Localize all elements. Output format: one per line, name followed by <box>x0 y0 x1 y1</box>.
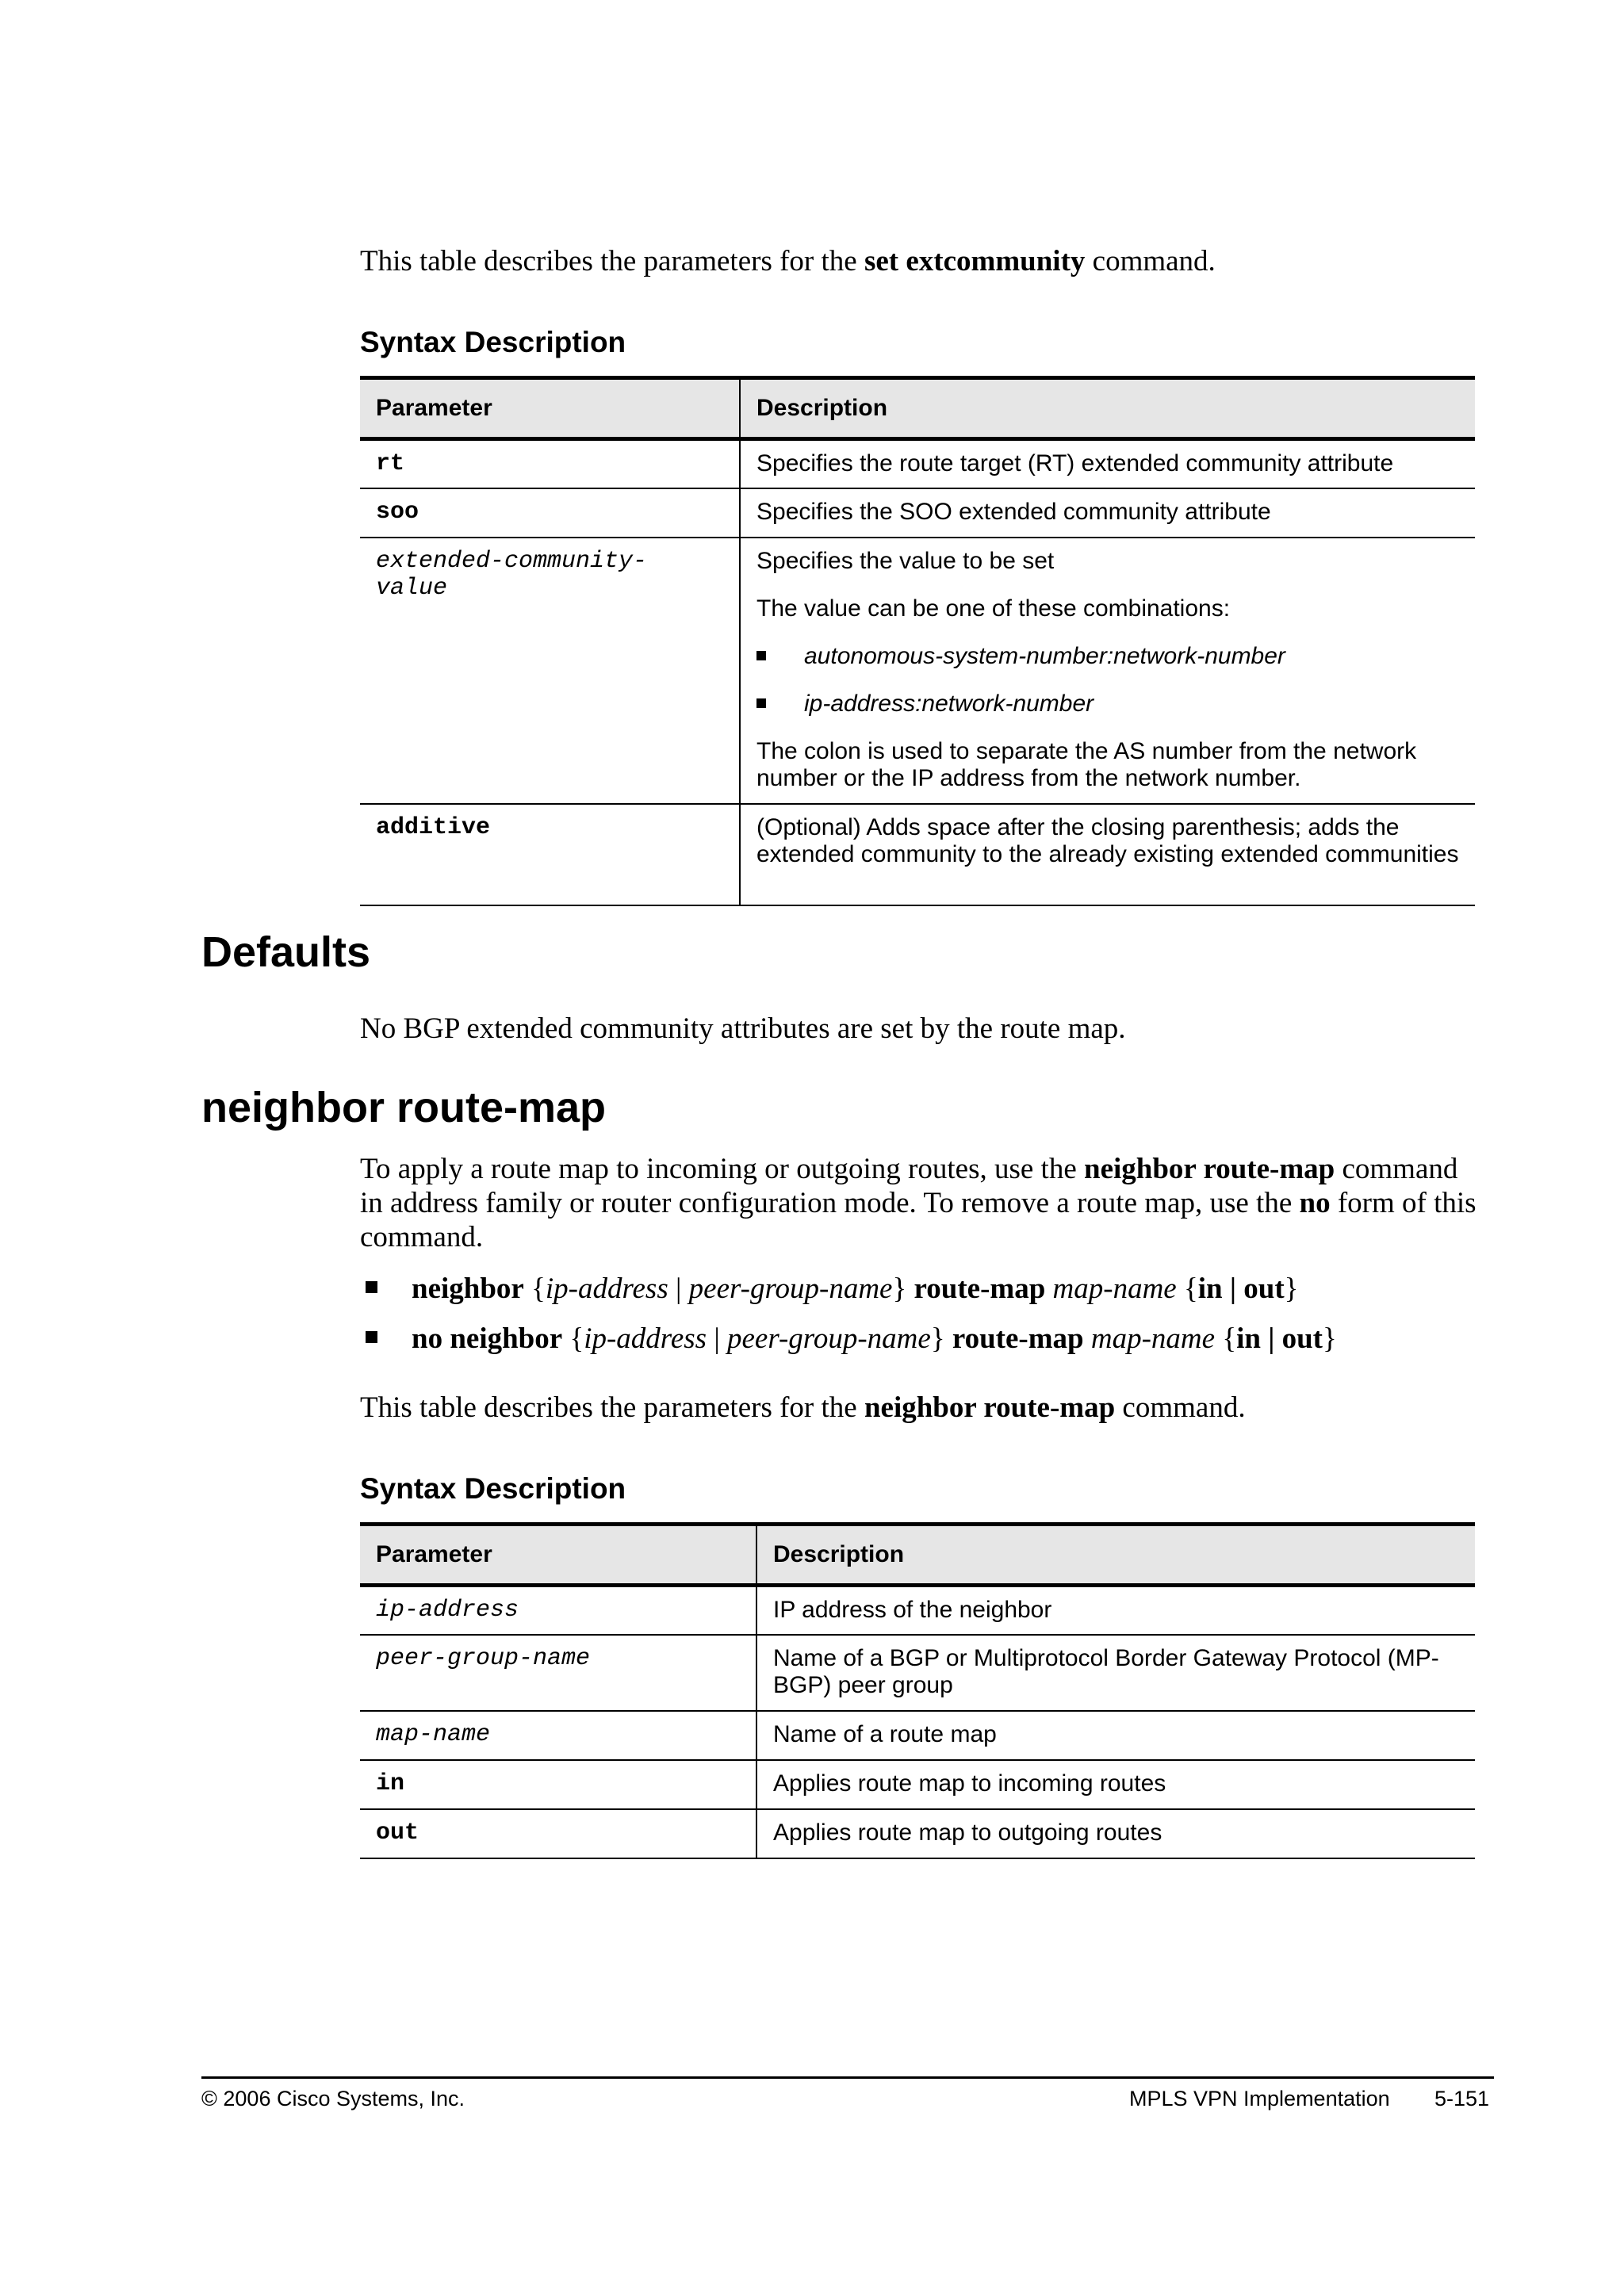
param-cell: rt <box>360 439 740 488</box>
syntax-text <box>412 1272 1298 1306</box>
defaults-heading: Defaults <box>201 928 371 976</box>
neighbor-intro-paragraph <box>360 1152 1486 1254</box>
intro-text: To apply a route map to incoming or outgoing routes, use the <box>360 1153 1084 1185</box>
syntax-keyword: in <box>1236 1322 1261 1355</box>
param-cell: map-name <box>360 1711 756 1760</box>
footer-divider <box>201 2076 1494 2079</box>
syntax-description-heading: Syntax Description <box>360 326 626 358</box>
bullet-text: ip-address:network-number <box>804 690 1094 717</box>
desc-paragraph: Specifies the value to be set <box>756 547 1055 574</box>
intro-no-keyword: no <box>1299 1187 1331 1219</box>
param-cell: additive <box>360 804 740 905</box>
desc-paragraph: The value can be one of these combinations: <box>756 595 1231 622</box>
syntax-table-neighbor-route-map <box>360 1522 1475 1859</box>
bullet-text: autonomous-system-number:network-number <box>804 642 1285 669</box>
param-cell: ip-address <box>360 1586 756 1635</box>
table-row <box>360 538 1475 804</box>
syntax-keyword: route-map <box>914 1272 1046 1305</box>
syntax-keyword: out <box>1243 1272 1285 1305</box>
desc-paragraph: The colon is used to separate the AS number from the network number or the IP address from the network number. <box>756 737 1417 791</box>
intro-text: This table describes the parameters for the <box>360 1391 864 1424</box>
desc-cell: Applies route map to outgoing routes <box>756 1809 1475 1858</box>
table-header-row <box>360 378 1475 439</box>
param-line: extended-community- <box>376 547 648 575</box>
syntax-keyword: in <box>1197 1272 1223 1305</box>
syntax-keyword: route-map <box>952 1322 1084 1355</box>
syntax-punct: } <box>930 1322 952 1355</box>
intro-command: neighbor route-map <box>1084 1153 1335 1185</box>
defaults-text: No BGP extended community attributes are set by the route map. <box>360 1012 1126 1045</box>
syntax-arg: map-name <box>1090 1322 1216 1355</box>
syntax-arg: ip-address <box>584 1322 707 1355</box>
table-row <box>360 1809 1475 1858</box>
desc-cell: Name of a route map <box>756 1711 1475 1760</box>
desc-cell: Name of a BGP or Multiprotocol Border Gateway Protocol (MP-BGP) peer group <box>756 1635 1475 1711</box>
syntax-punct: } <box>1323 1322 1337 1355</box>
desc-cell: (Optional) Adds space after the closing parenthesis; adds the extended community to the already existing extended communities <box>740 804 1475 905</box>
syntax-keyword: out <box>1281 1322 1323 1355</box>
footer-page-number: 5-151 <box>1434 2087 1490 2110</box>
syntax-arg: map-name <box>1052 1272 1177 1305</box>
square-bullet-icon <box>366 1281 377 1293</box>
syntax-arg: peer-group-name <box>726 1322 931 1355</box>
desc-bullet <box>756 691 1459 718</box>
column-header-parameter: Parameter <box>360 1525 756 1586</box>
square-bullet-icon <box>366 1331 377 1343</box>
syntax-punct: | <box>668 1272 689 1305</box>
syntax-punct: } <box>1284 1272 1299 1305</box>
syntax-description-heading: Syntax Description <box>360 1472 626 1505</box>
table-header-row <box>360 1525 1475 1586</box>
intro-paragraph <box>360 244 1216 278</box>
param-cell: out <box>360 1809 756 1858</box>
syntax-punct: { <box>1176 1272 1198 1305</box>
param-cell: in <box>360 1760 756 1809</box>
syntax-arg: ip-address <box>545 1272 668 1305</box>
syntax-table-extcommunity <box>360 376 1475 906</box>
syntax-arg: peer-group-name <box>688 1272 893 1305</box>
intro-command: neighbor route-map <box>864 1391 1116 1424</box>
param-cell: soo <box>360 488 740 538</box>
column-header-description: Description <box>740 378 1475 439</box>
syntax-punct <box>1045 1272 1052 1305</box>
table-row <box>360 1711 1475 1760</box>
desc-cell: Applies route map to incoming routes <box>756 1760 1475 1809</box>
syntax-punct <box>1084 1322 1091 1355</box>
intro-text: This table describes the parameters for the <box>360 245 864 277</box>
desc-bullet <box>756 643 1459 670</box>
syntax-punct: | <box>1260 1322 1282 1355</box>
table-row <box>360 1635 1475 1711</box>
syntax-punct: | <box>707 1322 727 1355</box>
param-cell <box>360 538 740 804</box>
syntax-keyword: no neighbor <box>412 1322 563 1355</box>
column-header-parameter: Parameter <box>360 378 740 439</box>
command-syntax-line <box>366 1322 1337 1356</box>
intro-text: form of this command. <box>360 1187 1477 1253</box>
syntax-punct: } <box>892 1272 914 1305</box>
command-syntax-line <box>366 1272 1298 1306</box>
desc-cell: Specifies the SOO extended community attribute <box>740 488 1475 538</box>
intro-text-end: command. <box>1085 245 1216 277</box>
syntax-punct: { <box>523 1272 546 1305</box>
desc-cell <box>740 538 1475 804</box>
syntax-punct: { <box>562 1322 584 1355</box>
neighbor-table-intro <box>360 1391 1246 1425</box>
syntax-punct: { <box>1215 1322 1237 1355</box>
table-row <box>360 1586 1475 1635</box>
table-row <box>360 1760 1475 1809</box>
table-row <box>360 439 1475 488</box>
footer-copyright: © 2006 Cisco Systems, Inc. <box>201 2087 465 2110</box>
table-row <box>360 804 1475 905</box>
column-header-description: Description <box>756 1525 1475 1586</box>
square-bullet-icon <box>756 698 766 708</box>
param-line: value <box>376 574 448 602</box>
intro-text-end: command. <box>1115 1391 1246 1424</box>
neighbor-route-map-heading: neighbor route-map <box>201 1084 606 1131</box>
param-cell: peer-group-name <box>360 1635 756 1711</box>
syntax-keyword: neighbor <box>412 1272 524 1305</box>
syntax-punct: | <box>1222 1272 1244 1305</box>
table-row <box>360 488 1475 538</box>
desc-cell: IP address of the neighbor <box>756 1586 1475 1635</box>
desc-cell: Specifies the route target (RT) extended community attribute <box>740 439 1475 488</box>
intro-text: command in address family or router configuration mode. To remove a route map, use the <box>360 1153 1458 1219</box>
footer-document-title: MPLS VPN Implementation <box>1129 2087 1390 2110</box>
intro-command: set extcommunity <box>864 245 1086 277</box>
syntax-text <box>412 1322 1337 1356</box>
square-bullet-icon <box>756 651 766 660</box>
